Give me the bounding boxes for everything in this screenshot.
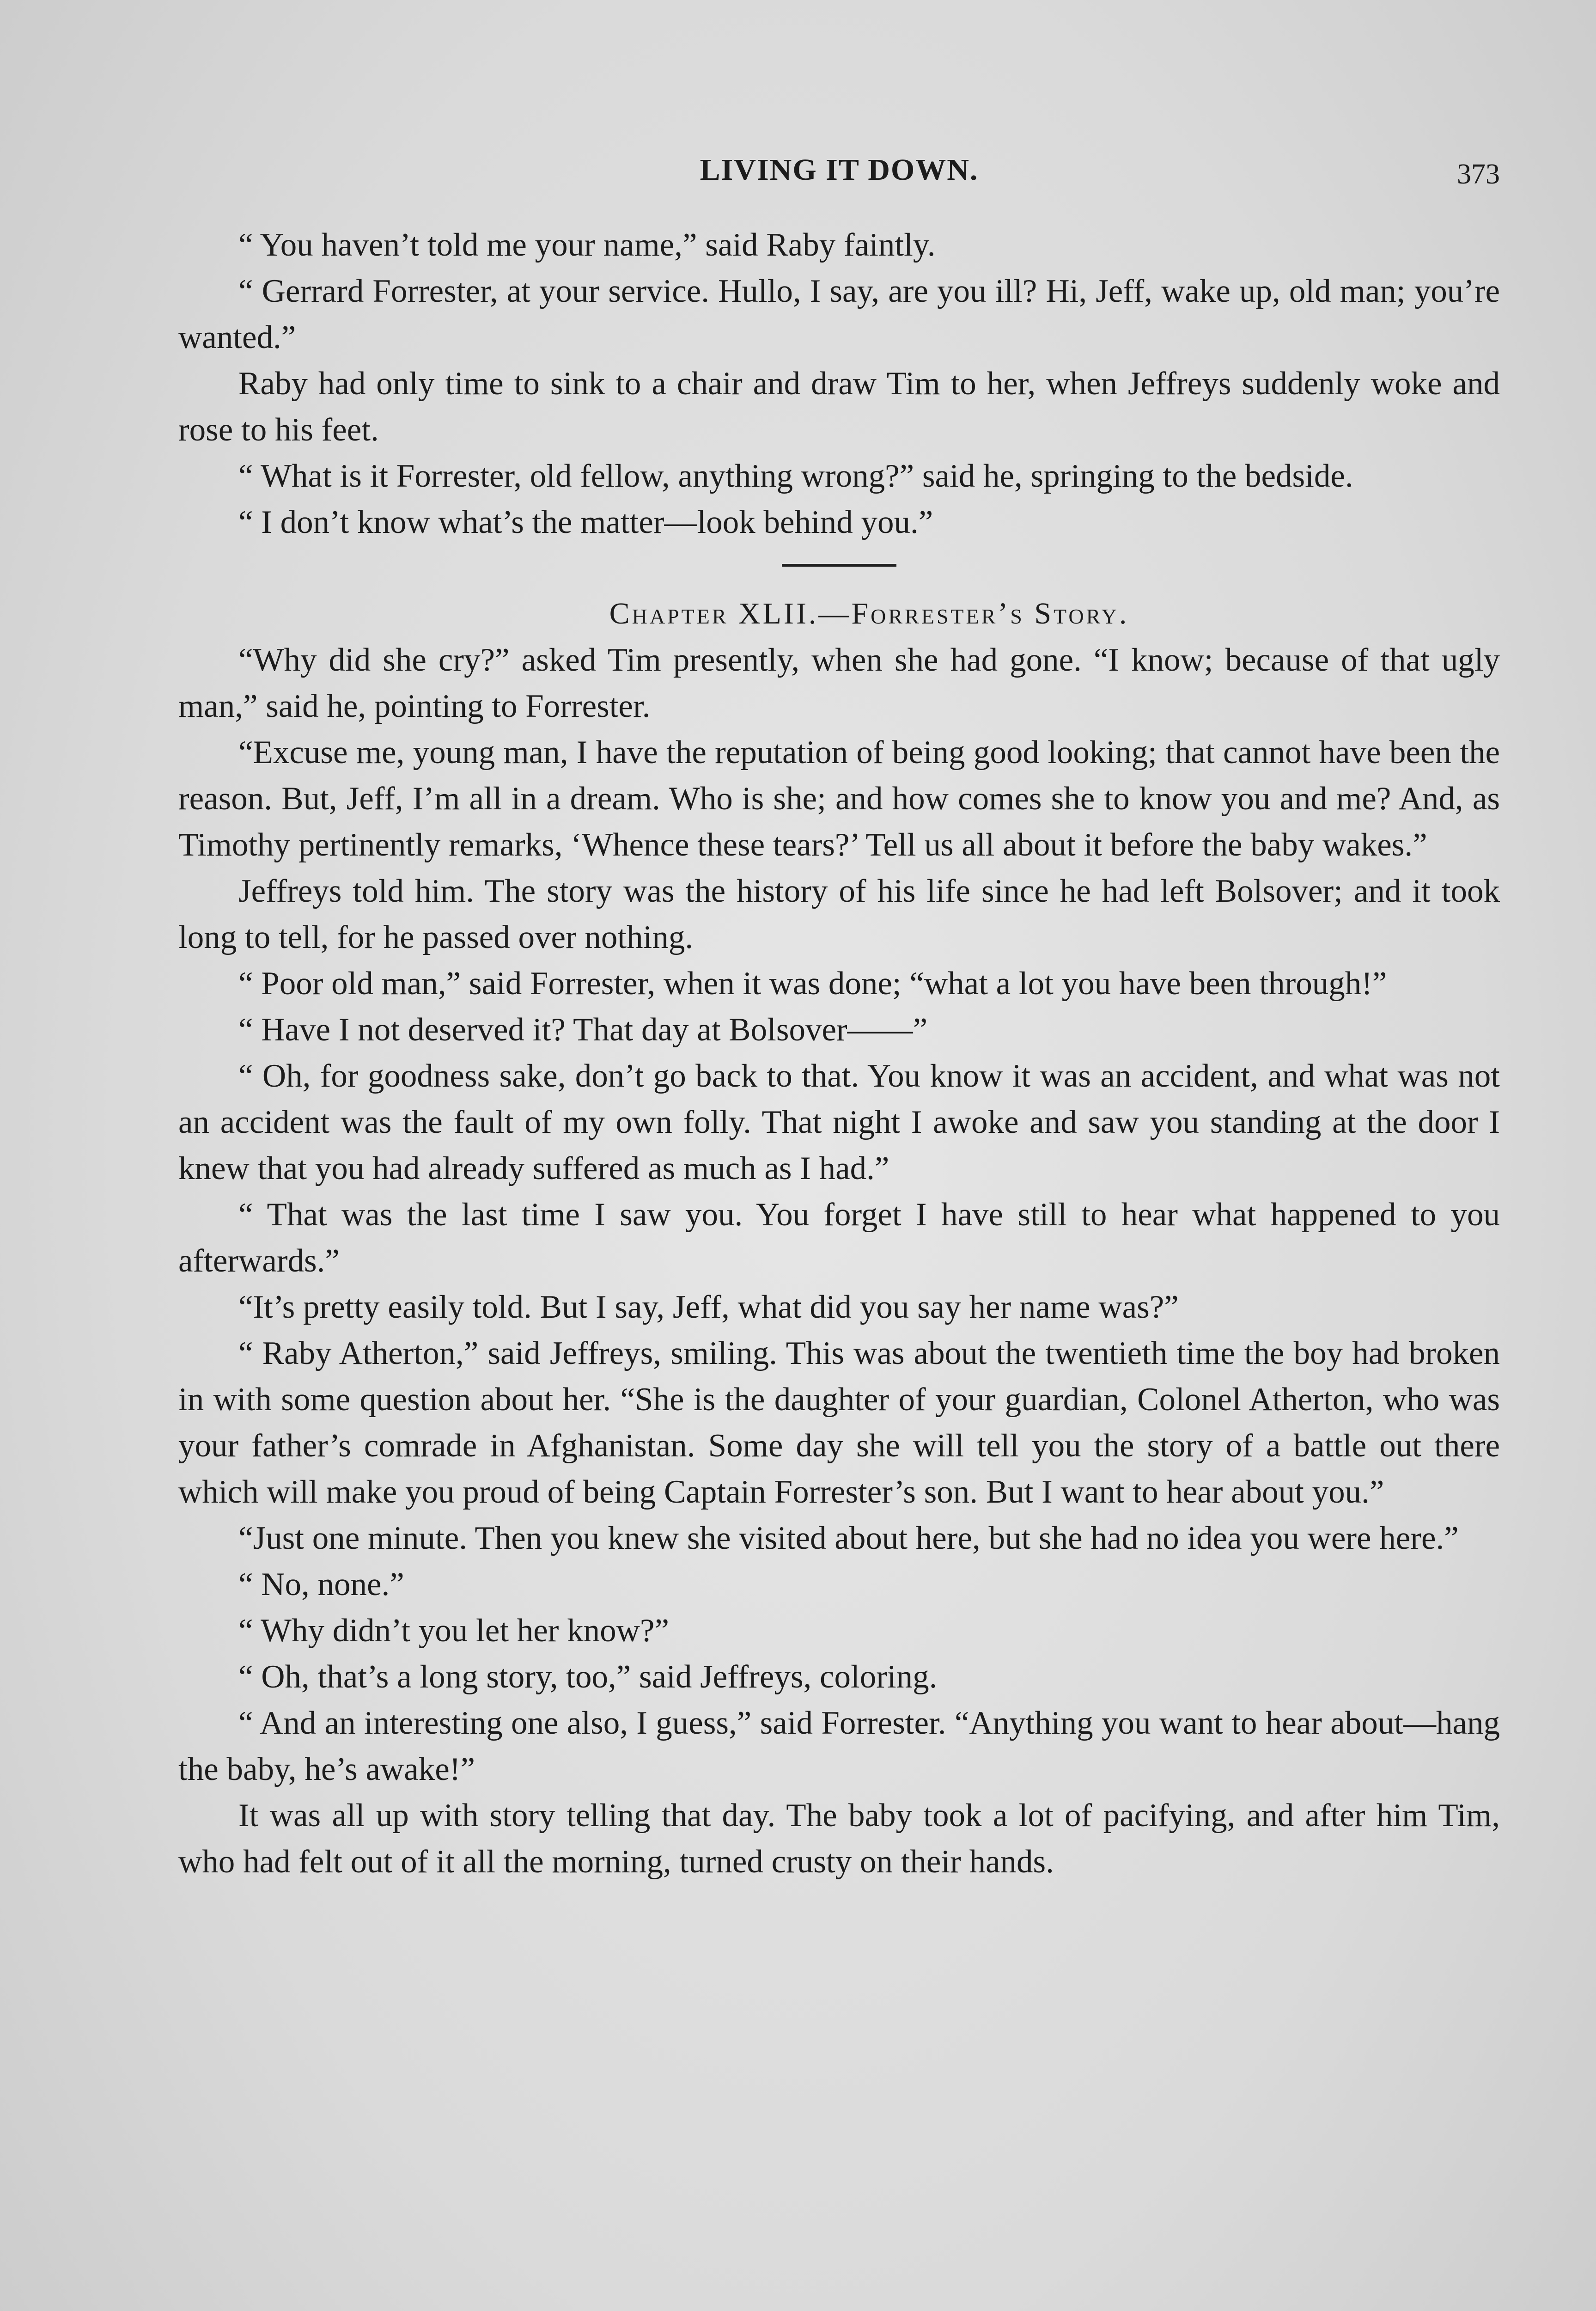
paragraph: Raby had only time to sink to a chair and draw Tim to her, when Jeffreys suddenly woke and rose to his feet.: [178, 366, 1500, 448]
paragraph: It was all up with story telling that day. The baby took a lot of pacifying, and after him Tim, who had felt out of it all the morning, turned crusty on their hands.: [178, 1797, 1500, 1880]
running-title: LIVING IT DOWN.: [700, 153, 979, 187]
paragraph: “It’s pretty easily told. But I say, Jeff, what did you say her name was?”: [238, 1289, 1179, 1325]
paragraph: “ Poor old man,” said Forrester, when it was done; “what a lot you have been through!”: [238, 966, 1387, 1002]
paragraph: “ Oh, for goodness sake, don’t go back to that. You know it was an accident, and what was not an accident was the fault of my own folly. That night I awoke and saw you standing at the door I knew that you had already suffered as much as I had.”: [178, 1058, 1500, 1186]
paragraph: “ Why didn’t you let her know?”: [238, 1613, 669, 1649]
paragraph: “ I don’t know what’s the matter—look behind you.”: [238, 504, 933, 540]
paragraph: “ Oh, that’s a long story, too,” said Jeffreys, coloring.: [238, 1659, 938, 1695]
page-header: [178, 153, 1500, 203]
paragraph: “ That was the last time I saw you. You forget I have still to hear what happened to you afterwards.”: [178, 1197, 1500, 1279]
paragraph: “ Raby Atherton,” said Jeffreys, smiling. This was about the twentieth time the boy had broken in with some question about her. “She is the daughter of your guardian, Colonel Atherton, who was your father’s comrade in Afghanistan. Some day she will tell you the story of a battle out there which will make you proud of being Captain Forrester’s son. But I want to hear about you.”: [178, 1335, 1500, 1510]
paragraph: “Why did she cry?” asked Tim presently, when she had gone. “I know; because of that ugly man,” said he, pointing to Forrester.: [178, 642, 1500, 724]
paragraph: “Just one minute. Then you knew she visited about here, but she had no idea you were here.”: [238, 1520, 1459, 1556]
body-text: [178, 222, 1500, 1885]
section-divider: [782, 564, 896, 567]
chapter-heading: Chapter XLII.—Forrester’s Story.: [609, 597, 1129, 630]
paragraph: “Excuse me, young man, I have the reputation of being good looking; that cannot have been the reason. But, Jeff, I’m all in a dream. Who is she; and how comes she to know you and me? And, as Timothy pertinently remarks, ‘Whence these tears?’ Tell us all about it before the baby wakes.”: [178, 734, 1500, 863]
paragraph: “ No, none.”: [238, 1566, 404, 1602]
paragraph: “ You haven’t told me your name,” said Raby faintly.: [238, 227, 936, 263]
paragraph: “ Have I not deserved it? That day at Bolsover——”: [238, 1012, 928, 1048]
paragraph: “ Gerrard Forrester, at your service. Hullo, I say, are you ill? Hi, Jeff, wake up, old man; you’re wanted.”: [178, 273, 1500, 355]
paragraph: Jeffreys told him. The story was the history of his life since he had left Bolsover; and it took long to tell, for he passed over nothing.: [178, 873, 1500, 955]
page-number: 373: [1457, 159, 1500, 190]
paragraph: “ And an interesting one also, I guess,” said Forrester. “Anything you want to hear about—hang the baby, he’s awake!”: [178, 1705, 1500, 1787]
paragraph: “ What is it Forrester, old fellow, anything wrong?” said he, springing to the bedside.: [238, 458, 1353, 494]
